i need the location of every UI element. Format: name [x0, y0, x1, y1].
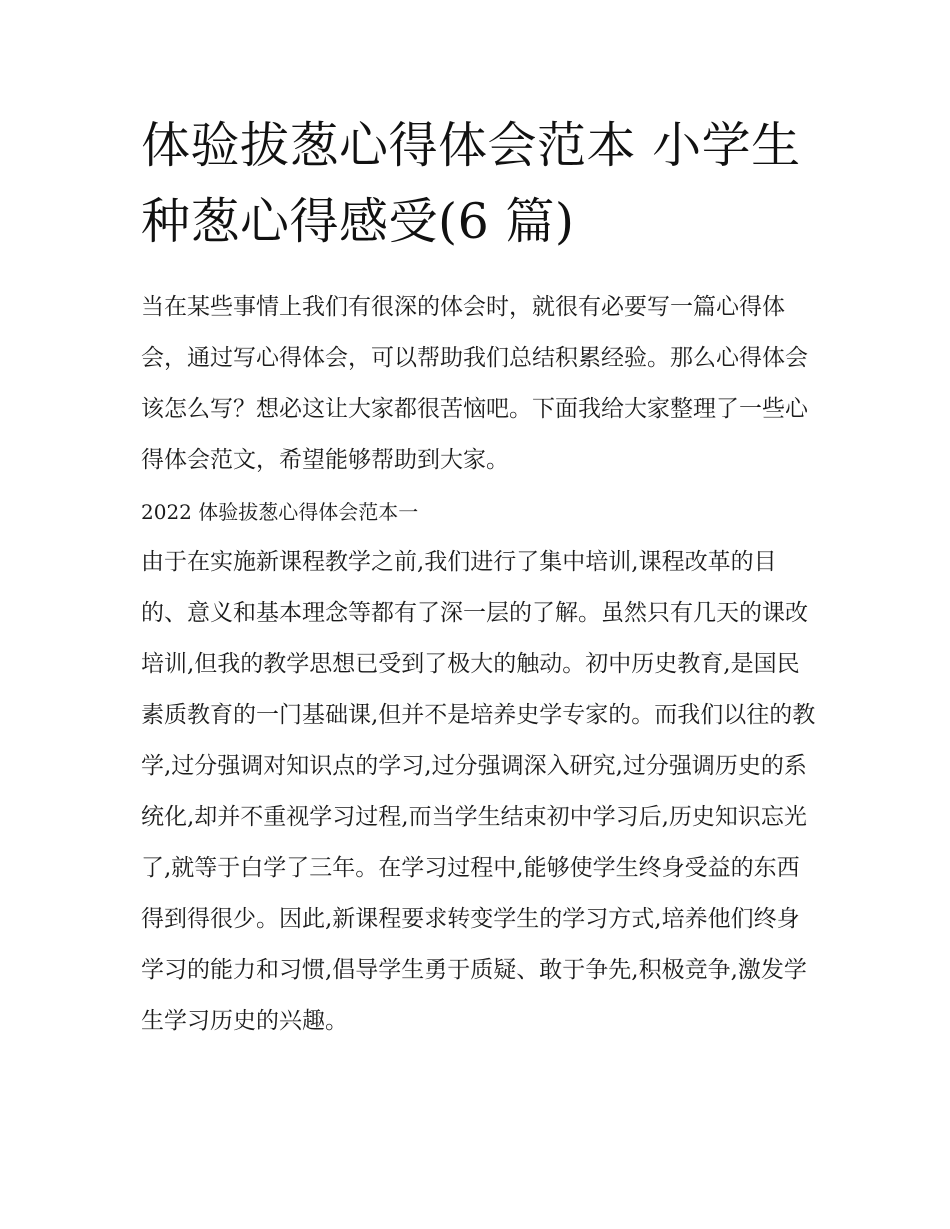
document-title [141, 108, 821, 260]
section-heading: 2022 体验拔葱心得体会范本一 [141, 500, 419, 524]
document-page [141, 108, 821, 1047]
title-line-2: 种葱心得感受(6 篇) [141, 193, 575, 250]
section-body-paragraph: 由于在实施新课程教学之前,我们进行了集中培训,课程改革的目的、意义和基本理念等都有了深一层的了解。虽然只有几天的课改培训,但我的教学思想已受到了极大的触动。初中历史教育,是国民素质教育的一门基础课,但并不是培养史学专家的。而我们以往的教学,过分强调对知识点的学习,过分强调深入研究,过分强调历史的系统化,却并不重视学习过程,而当学生结束初中学习后,历史知识忘光了,就等于白学了三年。在学习过程中,能够使学生终身受益的东西得到得很少。因此,新课程要求转变学生的学习方式,培养他们终身学习的能力和习惯,倡导学生勇于质疑、敢于争先,积极竞争,激发学生学习历史的兴趣。 [141, 549, 816, 1034]
intro-paragraph: 当在某些事情上我们有很深的体会时，就很有必要写一篇心得体会，通过写心得体会，可以帮助我们总结积累经验。那么心得体会该怎么写？想必这让大家都很苦恼吧。下面我给大家整理了一些心得体会范文，希望能够帮助到大家。 [141, 294, 808, 473]
title-line-1: 体验拔葱心得体会范本 小学生 [141, 117, 801, 174]
